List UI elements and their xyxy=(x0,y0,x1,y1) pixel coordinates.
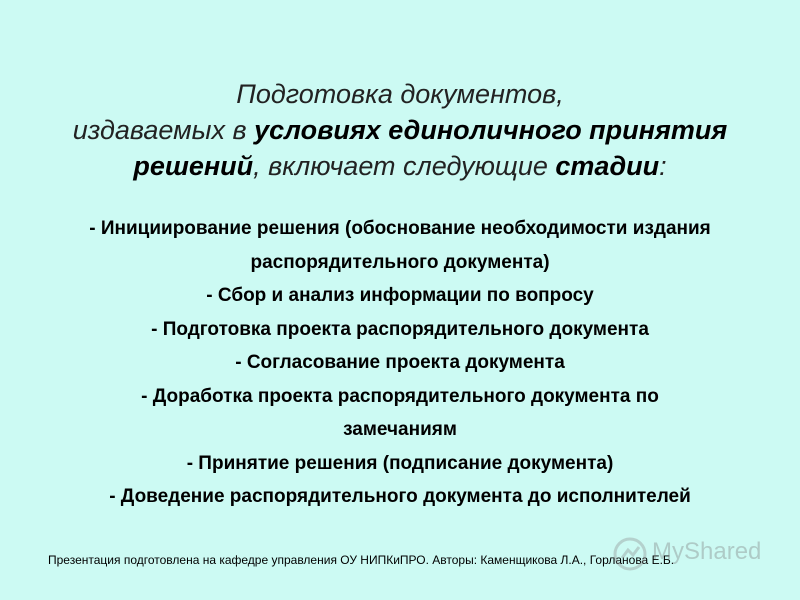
stage-item: распорядительного документа) xyxy=(250,251,550,273)
stage-item: - Доработка проекта распорядительного документа по xyxy=(141,385,659,407)
watermark-logo xyxy=(612,534,762,574)
title-line-3-bold: решений xyxy=(133,151,254,181)
stage-item: - Инициирование решения (обоснование необходимости издания xyxy=(89,218,711,239)
title-line-2-bold: условиях единоличного принятия xyxy=(254,115,728,145)
stage-item: - Сбор и анализ информации по вопросу xyxy=(206,285,594,306)
stage-item: замечаниям xyxy=(343,419,457,440)
stage-item: - Подготовка проекта распорядительного документа xyxy=(151,318,649,340)
footer-credits: Презентация подготовлена на кафедре управления ОУ НИПКиПРО. Авторы: Каменщикова Л.А., Горланова Е.Б. xyxy=(48,553,675,567)
watermark-icon xyxy=(612,536,648,572)
title-line-3-bold2: стадии xyxy=(555,151,660,181)
stages-list xyxy=(20,212,780,514)
stage-item: - Принятие решения (подписание документа) xyxy=(186,452,614,474)
slide-title xyxy=(20,76,780,184)
title-line-3 xyxy=(20,148,780,184)
stage-item: - Доведение распорядительного документа до исполнителей xyxy=(109,486,691,507)
title-line-2 xyxy=(20,112,780,148)
title-line-3-mid: , включает следующие xyxy=(253,151,556,181)
watermark-text: MyShared xyxy=(652,538,762,565)
title-line-3-end: : xyxy=(659,151,667,181)
stage-item: - Согласование проекта документа xyxy=(235,352,565,373)
title-line-1: Подготовка документов, xyxy=(236,79,564,109)
title-line-2-pre: издаваемых в xyxy=(72,115,255,145)
